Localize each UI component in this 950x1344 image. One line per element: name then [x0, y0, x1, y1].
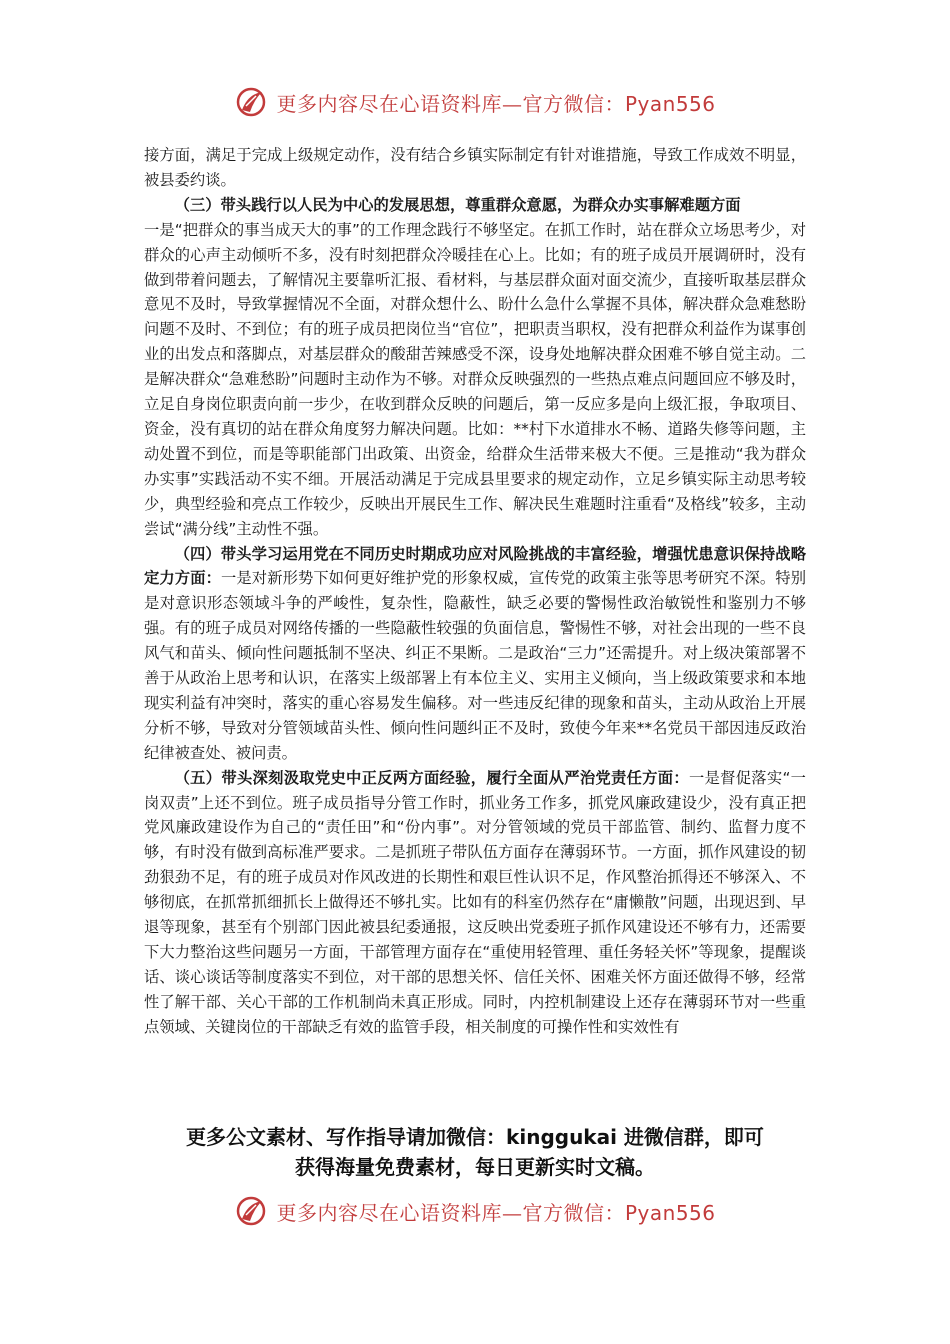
logo-icon	[234, 1193, 270, 1229]
section-heading: （五）带头深刻汲取党史中正反两方面经验，履行全面从严治党责任方面：	[174, 768, 689, 787]
wechat-id: Pyan556	[624, 91, 716, 116]
paragraph: 一是“把群众的事当成天大的事”的工作理念践行不够坚定。在抓工作时，站在群众立场思考少，对群众的心声主动倾听不多，没有时刻把群众冷暖挂在心上。比如；有的班子成员开展调研时，没有做到带着问题去，了解情况主要靠听汇报、看材料，与基层群众面对面交流少，直接听取基层群众意见不及时，导致掌握情况不全面，对群众想什么、盼什么急什么掌握不具体，解决群众急难愁盼问题不及时、不到位；有的班子成员把岗位当“官位”，把职责当职权，没有把群众利益作为谋事创业的出发点和落脚点，对基层群众的酸甜苦辣感受不深，设身处地解决群众困难不够自觉主动。二是解决群众“急难愁盼”问题时主动作为不够。对群众反映强烈的一些热点难点问题回应不够及时，立足自身岗位职责向前一步少，在收到群众反映的问题后，第一反应多是向上级汇报，争取项目、资金，没有真切的站在群众角度努力解决问题。比如：**村下水道排水不畅、道路失修等问题，主动处置不到位，而是等职能部门出政策、出资金，给群众生活带来极大不便。三是推动“我为群众办实事”实践活动不实不细。开展活动满足于完成县里要求的规定动作，立足乡镇实际主动思考较少，典型经验和亮点工作较少，反映出开展民生工作、解决民生难题时注重看“及格线”较多，主动尝试“满分线”主动性不强。	[144, 220, 806, 538]
wechat-id: Pyan556	[624, 1200, 716, 1225]
paragraph-heading	[144, 193, 806, 218]
promo-line: 获得海量免费素材，每日更新实时文稿。	[295, 1155, 655, 1179]
document-body	[144, 143, 806, 1040]
paragraph: 接方面，满足于完成上级规定动作，没有结合乡镇实际制定有针对谁措施，导致工作成效不明显，被县委约谈。	[144, 146, 806, 189]
section-heading: （三）带头践行以人民为中心的发展思想，尊重群众意愿，为群众办实事解难题方面	[174, 195, 741, 214]
promo-line: 更多公文素材、写作指导请加微信：kinggukai 进微信群，即可	[186, 1125, 764, 1149]
promo-text	[144, 1122, 806, 1182]
paragraph: （四）带头学习运用党在不同历史时期成功应对风险挑战的丰富经验，增强忧患意识保持战略定力方面：一是对新形势下如何更好维护党的形象权威，宣传党的政策主张等思考研究不深。特别是对意识形态领域斗争的严峻性，复杂性，隐蔽性，缺乏必要的警惕性政治敏锐性和鉴别力不够强。有的班子成员对网络传播的一些隐蔽性较强的负面信息，警惕性不够，对社会出现的一些不良风气和苗头、倾向性问题抵制不坚决、纠正不果断。二是政治“三力”还需提升。对上级决策部署不善于从政治上思考和认识，在落实上级部署上有本位主义、实用主义倾向，当上级政策要求和本地现实利益有冲突时，落实的重心容易发生偏移。对一些违反纪律的现象和苗头，主动从政治上开展分析不够，导致对分管领域苗头性、倾向性问题纠正不及时，致使今年来**名党员干部因违反政治纪律被查处、被问责。	[144, 544, 806, 762]
banner-text: 更多内容尽在心语资料库—官方微信：Pyan556	[276, 1200, 716, 1225]
paragraph: （五）带头深刻汲取党史中正反两方面经验，履行全面从严治党责任方面：一是督促落实“一岗双责”上还不到位。班子成员指导分管工作时，抓业务工作多，抓党风廉政建设少，没有真正把党风廉政建设作为自己的“责任田”和“份内事”。对分管领域的党员干部监管、制约、监督力度不够，有时没有做到高标准严要求。二是抓班子带队伍方面存在薄弱环节。一方面，抓作风建设的韧劲狠劲不足，有的班子成员对作风改进的长期性和艰巨性认识不足，作风整治抓得还不够深入、不够彻底，在抓常抓细抓长上做得还不够扎实。比如有的科室仍然存在“庸懒散”问题，出现迟到、早退等现象，甚至有个别部门因此被县纪委通报，这反映出党委班子抓作风建设还不够有力，还需要下大力整治这些问题另一方面，干部管理方面存在“重使用轻管理、重任务轻关怀”等现象，提醒谈话、谈心谈话等制度落实不到位，对干部的思想关怀、信任关怀、困难关怀方面还做得不够，经常性了解干部、关心干部的工作机制尚未真正形成。同时，内控机制建设上还存在薄弱环节对一些重点领域、关键岗位的干部缺乏有效的监管手段，相关制度的可操作性和实效性有	[144, 768, 806, 1036]
banner-text: 更多内容尽在心语资料库—官方微信：Pyan556	[276, 91, 716, 116]
logo-icon	[234, 84, 270, 120]
footer-banner	[0, 1193, 950, 1229]
header-banner	[0, 84, 950, 120]
section-heading: （四）带头学习运用党在不同历史时期成功应对风险挑战的丰富经验，增强忧患意识保持战略定力方面：	[144, 544, 806, 588]
